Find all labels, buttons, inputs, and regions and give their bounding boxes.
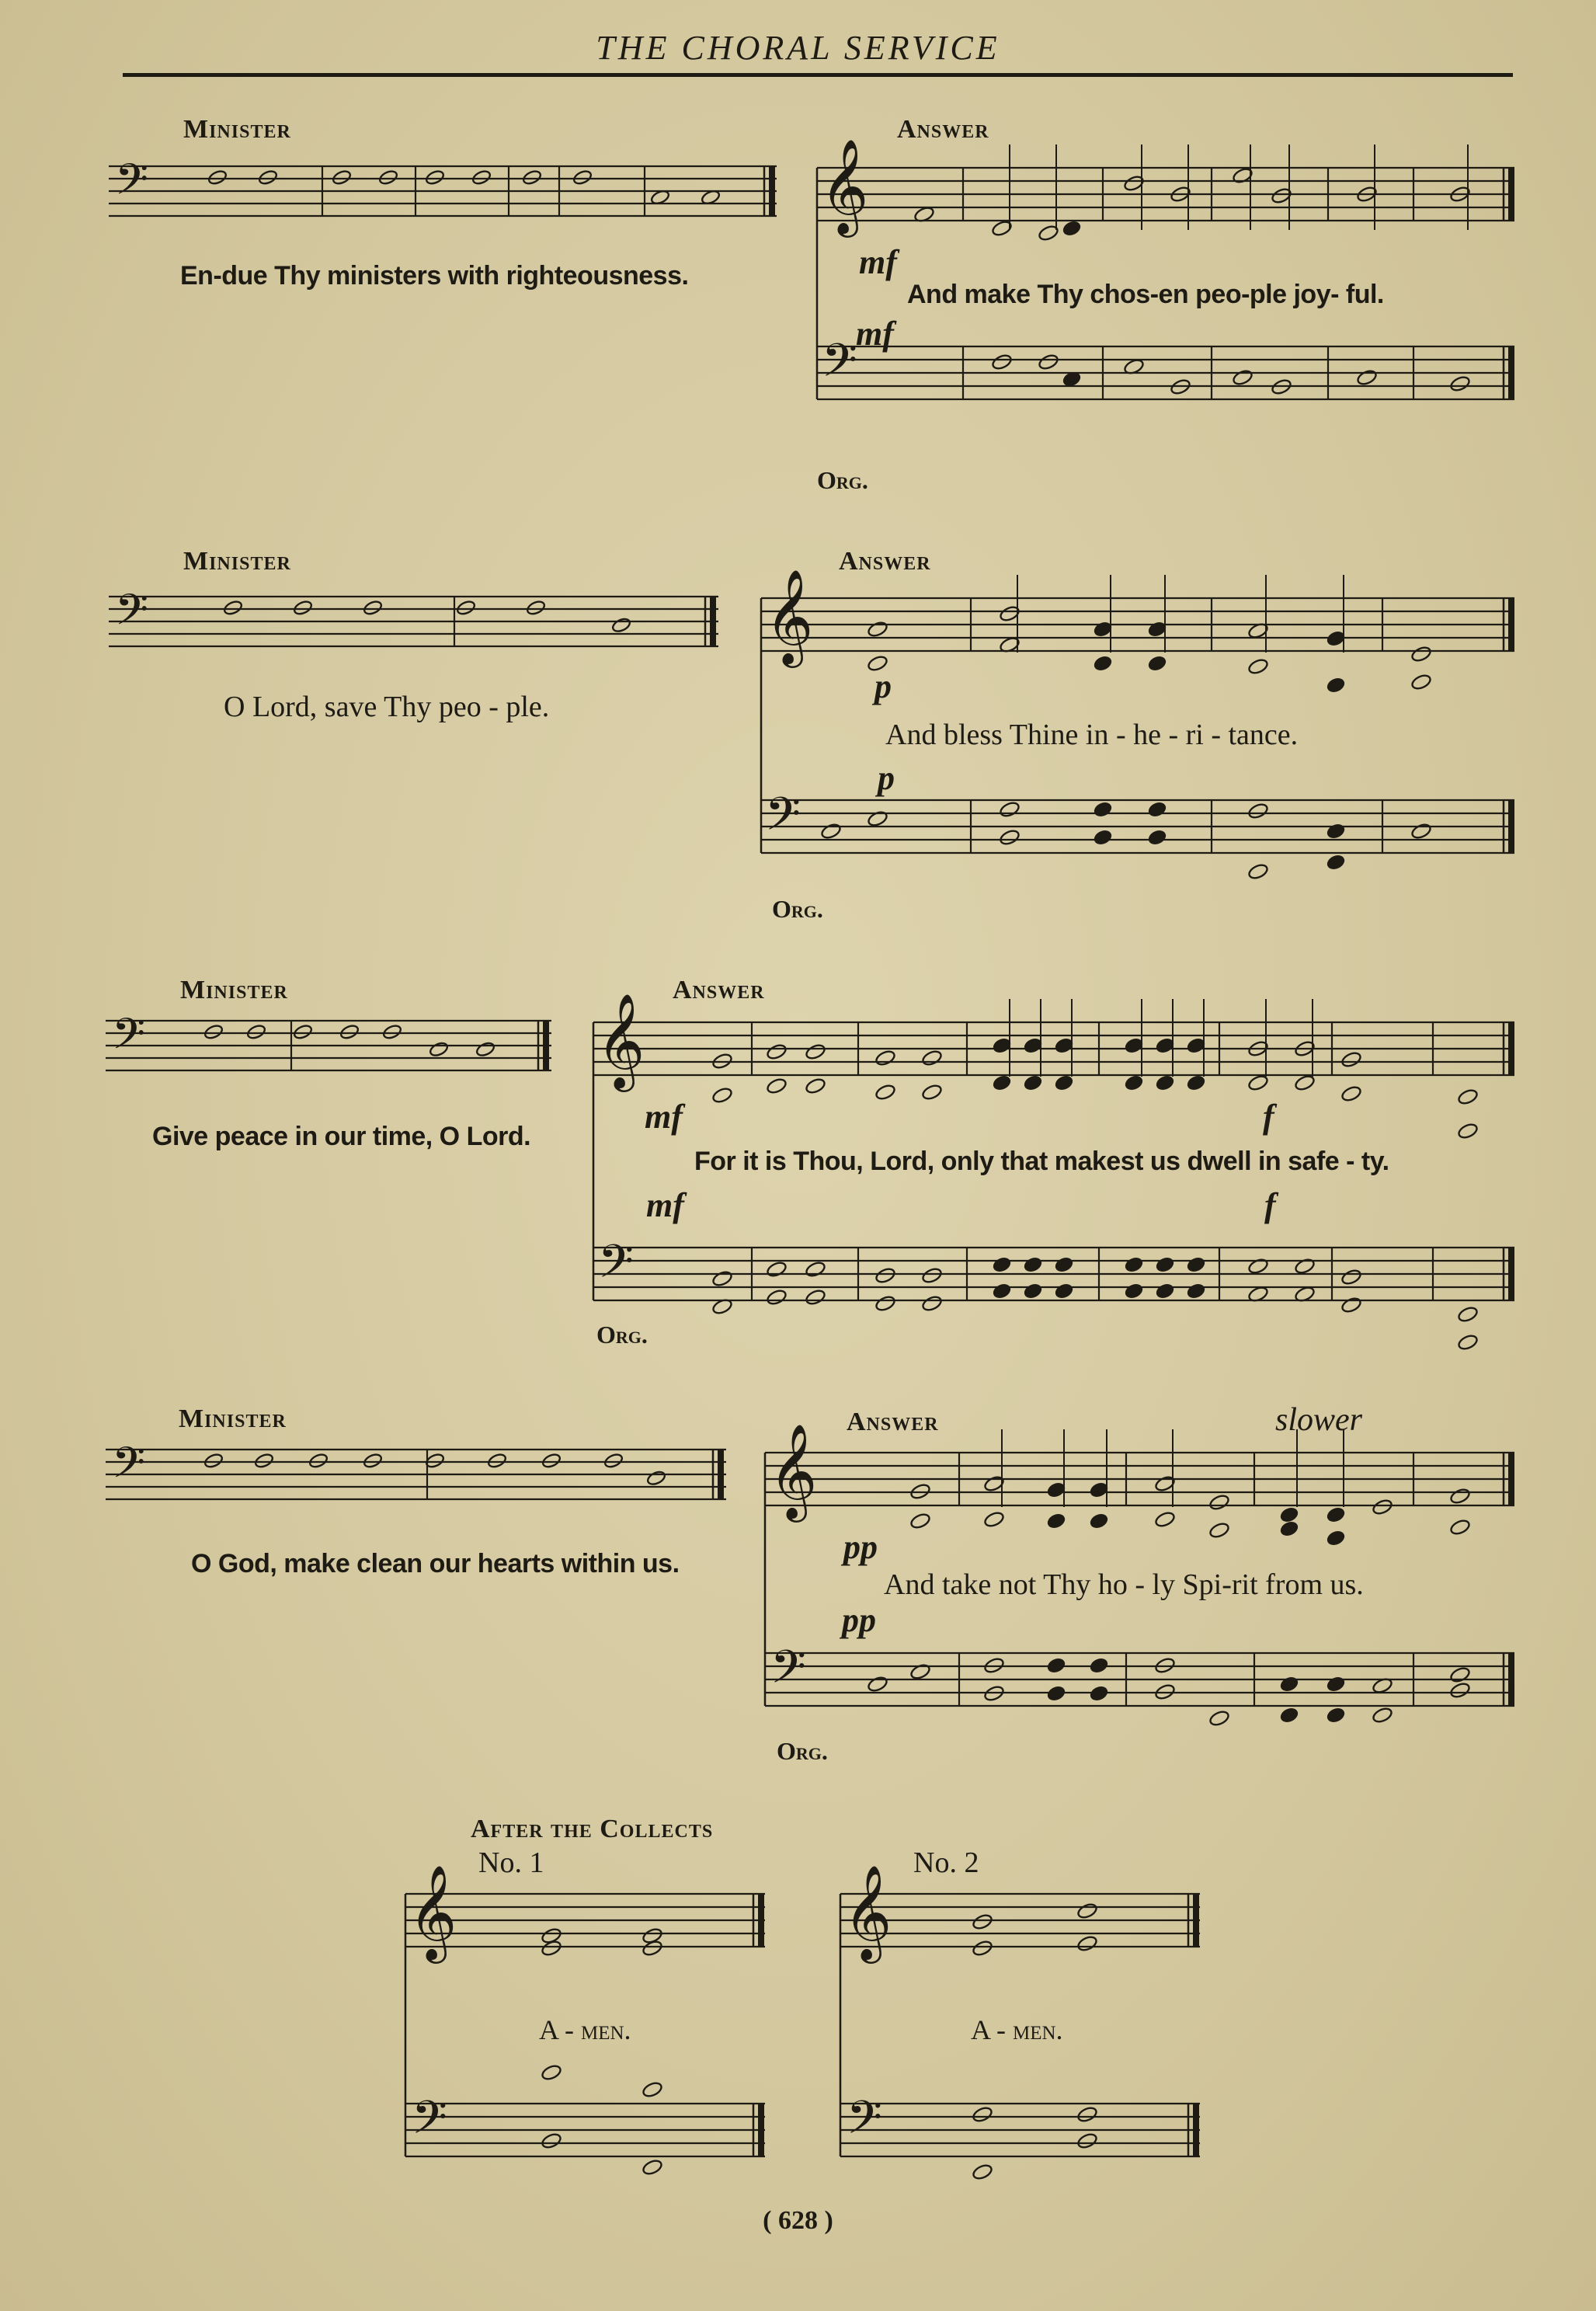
bass-clef-icon: 𝄢 [770,1640,806,1705]
half-note [207,169,228,186]
final-barline-thick [758,2104,764,2156]
minister-text-2: O Lord, save Thy peo - ple. [224,691,550,723]
half-note [429,1041,450,1058]
half-note [909,1662,931,1680]
quarter-note [1279,1520,1299,1537]
quarter-note [1023,1256,1042,1273]
quarter-note [992,1256,1011,1273]
answer-text-1: And make Thy chos-en peo-ple joy- ful. [907,280,1384,309]
half-note [254,1452,275,1469]
quarter-note [1279,1676,1299,1693]
half-note [246,1023,267,1040]
dynamic-mf: mf [859,243,897,281]
half-note [805,1077,826,1095]
organ-label: Org. [817,466,868,494]
dynamic-mf-organ: mf [646,1186,684,1224]
half-note [1247,1257,1269,1275]
quarter-note [1155,1256,1174,1273]
organ-label: Org. [777,1737,828,1765]
minister-label: Minister [179,1404,287,1433]
minister-text-1: En-due Thy ministers with righteousness. [180,261,689,291]
bass-clef-icon: 𝄢 [115,154,149,215]
quarter-note [1089,1685,1108,1702]
half-note [972,1912,993,1930]
half-note [1340,1050,1362,1068]
half-note [867,809,888,827]
half-note [293,1023,314,1040]
half-note [1410,673,1432,691]
half-note [471,169,492,186]
half-note [1457,1088,1479,1105]
half-note [1076,1934,1098,1952]
half-note [766,1077,788,1095]
quarter-note [992,1283,1011,1300]
half-note [805,1288,826,1306]
half-note [1372,1498,1393,1516]
quarter-note [1054,1283,1073,1300]
treble-clef-icon: 𝄞 [843,1864,892,1960]
half-note [1247,657,1269,675]
half-note [258,169,279,186]
dynamic-pp-organ: pp [842,1601,876,1639]
quarter-note [1089,1657,1108,1674]
half-note [1449,1518,1471,1536]
half-note [1356,368,1378,386]
amen-no2-text: A - men. [971,2014,1063,2045]
quarter-note [1147,655,1167,672]
minister-label: Minister [183,547,291,576]
quarter-note [992,1037,1011,1054]
answer-label: Answer [673,976,765,1004]
half-note [921,1049,943,1067]
half-note [921,1266,943,1284]
half-note [1340,1268,1362,1286]
quarter-note [1124,1283,1143,1300]
half-note [867,620,888,638]
final-barline-thick [758,1894,764,1947]
quarter-note [1054,1037,1073,1054]
half-note [642,2080,663,2098]
half-note [766,1260,788,1278]
half-note [522,169,543,186]
half-note [1154,1510,1176,1528]
half-note [921,1083,943,1101]
quarter-note [1279,1506,1299,1523]
organ-label: Org. [772,895,823,923]
half-note [526,599,547,616]
half-note [999,800,1021,818]
half-note [991,353,1013,371]
final-barline-thick [1508,598,1514,651]
quarter-note [1089,1512,1108,1530]
half-note [711,1086,733,1104]
running-head: THE CHORAL SERVICE [596,29,1000,67]
half-note [874,1049,896,1067]
half-note [1247,862,1269,880]
quarter-note [1326,854,1345,871]
quarter-note [1326,1676,1345,1693]
half-note [646,1470,667,1487]
quarter-note [1093,655,1112,672]
bass-clef-icon: 𝄢 [847,2090,882,2156]
final-barline-thick [1508,800,1514,853]
half-note [972,1939,993,1957]
minister-text-4: O God, make clean our hearts within us. [191,1549,680,1578]
final-barline-thick [1508,346,1514,399]
half-note [1449,1665,1471,1683]
treble-clef-icon: 𝄞 [765,568,814,664]
half-note [378,169,399,186]
quarter-note [1186,1256,1205,1273]
half-note [805,1260,826,1278]
half-note [820,822,842,840]
half-note [983,1510,1005,1528]
half-note [766,1288,788,1306]
quarter-note [1046,1685,1066,1702]
final-barline-thick [1508,1022,1514,1075]
treble-clef-icon: 𝄞 [409,1864,457,1960]
quarter-note [1093,621,1112,638]
half-note [572,169,593,186]
quarter-note [1046,1657,1066,1674]
half-note [1372,1706,1393,1724]
minister-text-3: Give peace in our time, O Lord. [152,1122,531,1151]
minister-label: Minister [180,976,288,1004]
quarter-note [1326,1530,1345,1547]
half-note [874,1294,896,1312]
quarter-note [1147,801,1167,818]
half-note [1449,374,1471,392]
final-barline-thick [1193,1894,1199,1947]
bass-clef-icon: 𝄢 [112,1437,146,1498]
final-barline-thick [1508,168,1514,221]
half-note [363,599,384,616]
half-note [1232,368,1254,386]
bass-clef-icon: 𝄢 [765,787,801,852]
final-barline-thick [1508,1248,1514,1300]
bass-clef-icon: 𝄢 [822,333,857,399]
half-note [1457,1305,1479,1323]
half-note [1076,2132,1098,2149]
dynamic-f: f [1263,1098,1274,1136]
half-note [611,617,632,634]
dynamic-f-organ: f [1264,1186,1276,1224]
dynamic-p: p [874,667,892,705]
quarter-note [1089,1481,1108,1498]
dynamic-pp: pp [843,1528,878,1566]
half-note [711,1269,733,1287]
treble-clef-icon: 𝄞 [820,137,869,234]
bass-clef-icon: 𝄢 [112,1008,146,1070]
half-note [223,599,244,616]
half-note [909,1512,931,1530]
half-note [332,169,353,186]
final-barline-thick [769,166,775,216]
half-note [293,599,314,616]
dynamic-p-organ: p [878,759,895,797]
amen-no1-label: No. 1 [478,1846,544,1879]
quarter-note [1124,1256,1143,1273]
half-note [475,1041,496,1058]
quarter-note [1046,1512,1066,1530]
quarter-note [1147,621,1167,638]
quarter-note [1186,1283,1205,1300]
final-barline-thick [1508,1453,1514,1505]
quarter-note [1326,823,1345,840]
final-barline-thick [543,1021,549,1070]
half-note [1208,1493,1230,1511]
bass-clef-icon: 𝄢 [412,2090,447,2156]
answer-text-2: And bless Thine in - he - ri - tance. [885,719,1299,751]
half-note [541,2063,562,2081]
half-note [921,1294,943,1312]
organ-label: Org. [596,1321,648,1349]
half-note [1038,353,1059,371]
dynamic-mf-organ: mf [856,315,894,353]
half-note [487,1452,508,1469]
half-note [1208,1521,1230,1539]
quarter-note [1326,677,1345,694]
dynamic-mf: mf [645,1098,683,1136]
half-note [972,2105,993,2123]
minister-label: Minister [183,115,291,144]
quarter-note [1147,829,1167,846]
quarter-note [1155,1283,1174,1300]
bass-clef-icon: 𝄢 [115,584,149,646]
amen-no2-label: No. 2 [913,1846,979,1879]
quarter-note [1023,1283,1042,1300]
half-note [1449,1681,1471,1699]
half-note [642,2158,663,2176]
half-note [382,1023,403,1040]
half-note [425,169,446,186]
quarter-note [1093,829,1112,846]
half-note [1449,1487,1471,1505]
bass-clef-icon: 𝄢 [598,1234,634,1300]
half-note [203,1023,224,1040]
after-collects-heading: After the Collects [471,1815,714,1843]
half-note [874,1083,896,1101]
quarter-note [1046,1481,1066,1498]
final-barline-thick [710,597,716,646]
half-note [1208,1709,1230,1727]
half-note [972,2163,993,2180]
half-note [1410,645,1432,663]
quarter-note [1124,1074,1143,1091]
final-barline-thick [718,1450,724,1499]
answer-text-3: For it is Thou, Lord, only that makest us dwell in safe - ty. [694,1147,1389,1176]
tempo-slower: slower [1275,1402,1363,1438]
final-barline-thick [1193,2104,1199,2156]
quarter-note [1054,1074,1073,1091]
amen-no1-text: A - men. [539,2014,631,2045]
final-barline-thick [1508,1653,1514,1706]
quarter-note [1124,1037,1143,1054]
half-note [1076,1902,1098,1919]
quarter-note [1023,1037,1042,1054]
half-note [1457,1333,1479,1351]
answer-label: Answer [897,115,989,144]
half-note [1340,1084,1362,1102]
quarter-note [1326,1506,1345,1523]
treble-clef-icon: 𝄞 [769,1422,818,1519]
quarter-note [1326,630,1345,647]
quarter-note [1093,801,1112,818]
half-note [203,1452,224,1469]
half-note [541,2132,562,2149]
half-note [456,599,477,616]
quarter-note [1186,1074,1205,1091]
half-note [867,1675,888,1693]
quarter-note [992,1074,1011,1091]
answer-label: Answer [839,547,931,576]
half-note [603,1452,624,1469]
half-note [1294,1257,1316,1275]
half-note [1247,802,1269,820]
half-note [874,1266,896,1284]
quarter-note [1155,1037,1174,1054]
half-note [541,1452,562,1469]
half-note [766,1042,788,1060]
answer-label: Answer [847,1408,939,1436]
quarter-note [1062,220,1081,237]
quarter-note [1023,1074,1042,1091]
answer-text-4: And take not Thy ho - ly Spi-rit from us. [884,1568,1364,1601]
quarter-note [1326,1707,1345,1724]
page-number: ( 628 ) [763,2206,833,2235]
half-note [1340,1296,1362,1314]
treble-clef-icon: 𝄞 [596,992,645,1088]
half-note [805,1042,826,1060]
quarter-note [1054,1256,1073,1273]
half-note [999,828,1021,846]
half-note [1410,822,1432,840]
half-note [363,1452,384,1469]
quarter-note [1186,1037,1205,1054]
half-note [1076,2105,1098,2123]
half-note [1457,1122,1479,1140]
half-note [308,1452,329,1469]
half-note [339,1023,360,1040]
quarter-note [1279,1707,1299,1724]
quarter-note [1155,1074,1174,1091]
